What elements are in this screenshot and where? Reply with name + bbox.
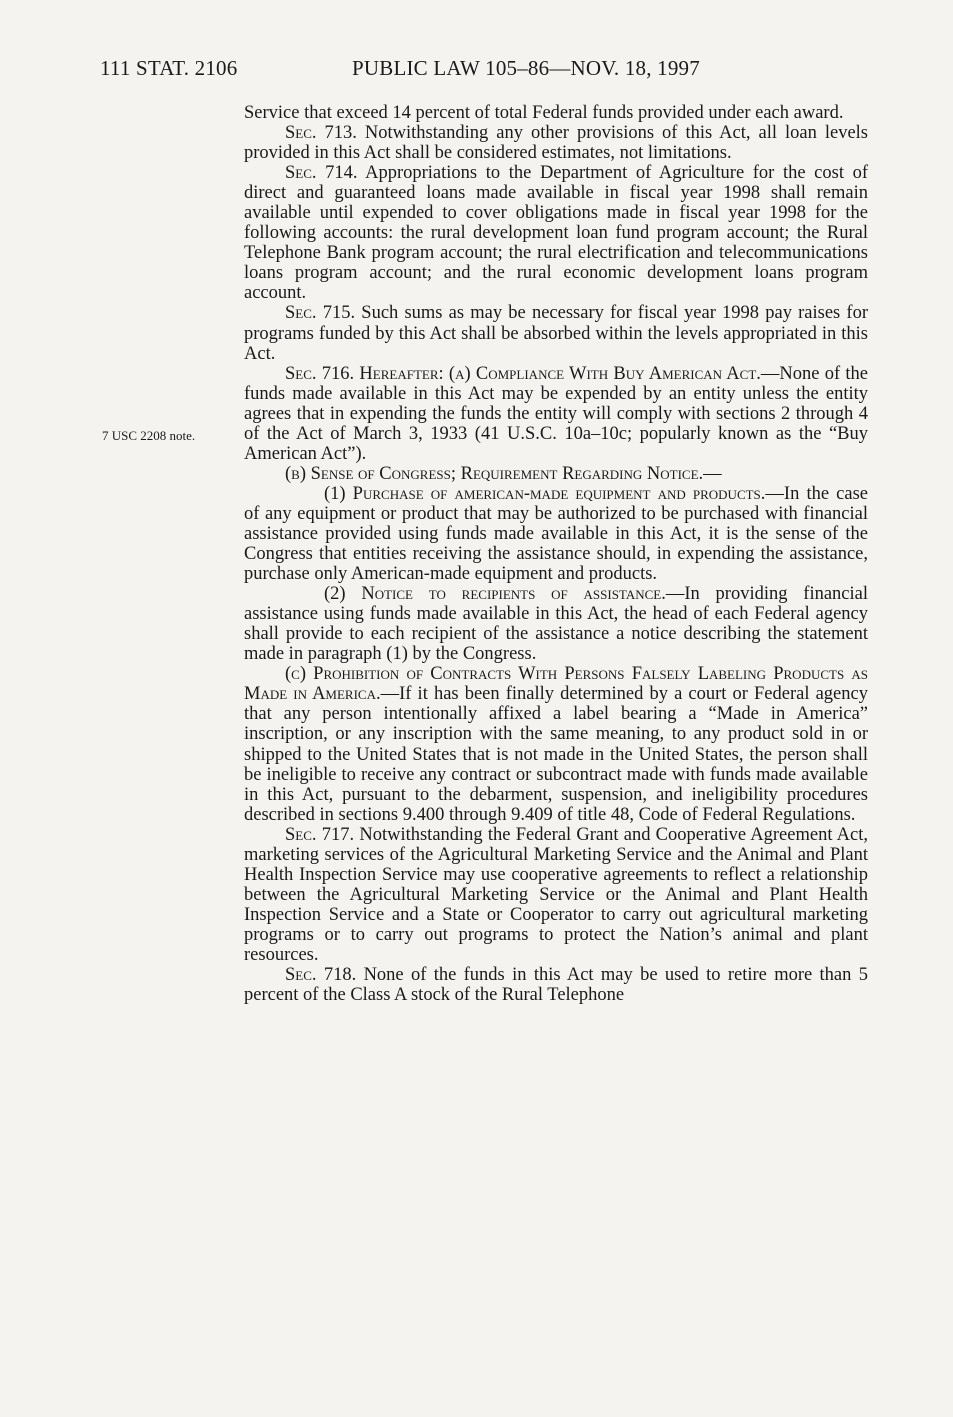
dash: — xyxy=(703,463,722,484)
subsection-text: —If it has been finally determined by a court or Federal agency that any person intentionally affixed a label bearing a “Made in America” inscription, or any inscription with the same meaning, to any product sold in or shipped to the United States that is not made in the United States, the person shall be ineligible to receive any contract or subcontract made with funds made available in this Act, pursuant to the debarment, suspension, and ineligibility procedures described in sections 9.400 through 9.409 of title 48, Code of Federal Regulations. xyxy=(244,684,868,825)
section-text: Notwithstanding the Federal Grant and Cooperative Agreement Act, marketing services of the Agricultural Marketing Service and the Animal and Plant Health Inspection Service may use cooperative agreements to reflect a relationship between the Agricultural Marketing Service or the Animal and Plant Health Inspection Service and a State or Cooperator to carry out agricultural marketing programs or to carry out programs to protect the Nation’s animal and plant resources. xyxy=(244,824,868,965)
section-718 xyxy=(244,965,868,1005)
section-label: Sec. 715. xyxy=(285,303,356,324)
section-716 xyxy=(244,364,868,464)
paragraph-text: —In the case of any equipment or product that may be authorized to be purchased with financial assistance provided using funds made available in this Act, it is the sense of the Congress that entities receiving the assistance should, in expending the assistance, purchase only American-made equipment and products. xyxy=(244,483,868,585)
section-text: Such sums as may be necessary for fiscal year 1998 pay raises for programs funded by this Act shall be absorbed within the levels appropriated in this Act. xyxy=(244,303,868,364)
section-text: —None of the funds made available in this Act may be expended by an entity unless the entity agrees that in expending the funds the entity will comply with sections 2 through 4 of the Act of March 3, 1933 (41 U.S.C. 10a–10c; popularly known as the “Buy American Act”). xyxy=(244,363,868,464)
margin-note: 7 USC 2208 note. xyxy=(102,428,196,443)
section-text: Appropriations to the Department of Agriculture for the cost of direct and guaranteed loans made available in fiscal year 1998 shall remain available until expended to cover obligations made in fiscal year 1998 for the following accounts: the rural development loan fund program account; the Rural Telephone Bank program account; the rural electrification and telecommunications loans program account; and the rural economic development loans program account. xyxy=(244,163,868,304)
section-text: Notwithstanding any other provisions of this Act, all loan levels provided in this Act shall be considered estimates, not limitations. xyxy=(244,123,868,164)
subsection-heading: (c) Prohibition of Contracts With Persons Falsely Labeling Products as Made in America. xyxy=(244,664,868,705)
subsection-heading: (b) Sense of Congress; Requirement Regarding Notice. xyxy=(285,463,704,484)
section-713 xyxy=(244,123,868,163)
section-label: Sec. 717. xyxy=(285,824,355,845)
section-715 xyxy=(244,303,868,363)
paragraph-heading: (2) Notice to recipients of assistance. xyxy=(324,584,666,605)
paragraph-text: —In providing financial assistance using funds made available in this Act, the head of each Federal agency shall provide to each recipient of the assistance a notice describing the statement made in paragraph (1) by the Congress. xyxy=(244,584,869,665)
paragraph-continuation: Service that exceed 14 percent of total Federal funds provided under each award. xyxy=(244,103,844,123)
subsection-b xyxy=(244,464,868,484)
page-citation: 111 STAT. 2106 xyxy=(100,56,238,80)
section-label: Sec. 716. xyxy=(285,363,355,384)
subsection-c xyxy=(244,664,868,824)
law-title: PUBLIC LAW 105–86—NOV. 18, 1997 xyxy=(352,56,700,80)
paragraph-b2 xyxy=(244,584,868,664)
paragraph-heading: (1) Purchase of american-made equipment and products. xyxy=(324,483,766,504)
section-label: Sec. 713. xyxy=(285,123,357,144)
section-label: Sec. 714. xyxy=(285,163,358,184)
body-text xyxy=(244,103,868,1005)
section-714 xyxy=(244,163,868,303)
subsection-heading: Hereafter: (a) Compliance With Buy American Act. xyxy=(354,363,761,384)
section-text: None of the funds in this Act may be used to retire more than 5 percent of the Class A stock of the Rural Telephone xyxy=(244,965,868,1006)
section-label: Sec. 718. xyxy=(285,965,357,986)
paragraph-b1 xyxy=(244,484,868,584)
section-717 xyxy=(244,825,868,965)
